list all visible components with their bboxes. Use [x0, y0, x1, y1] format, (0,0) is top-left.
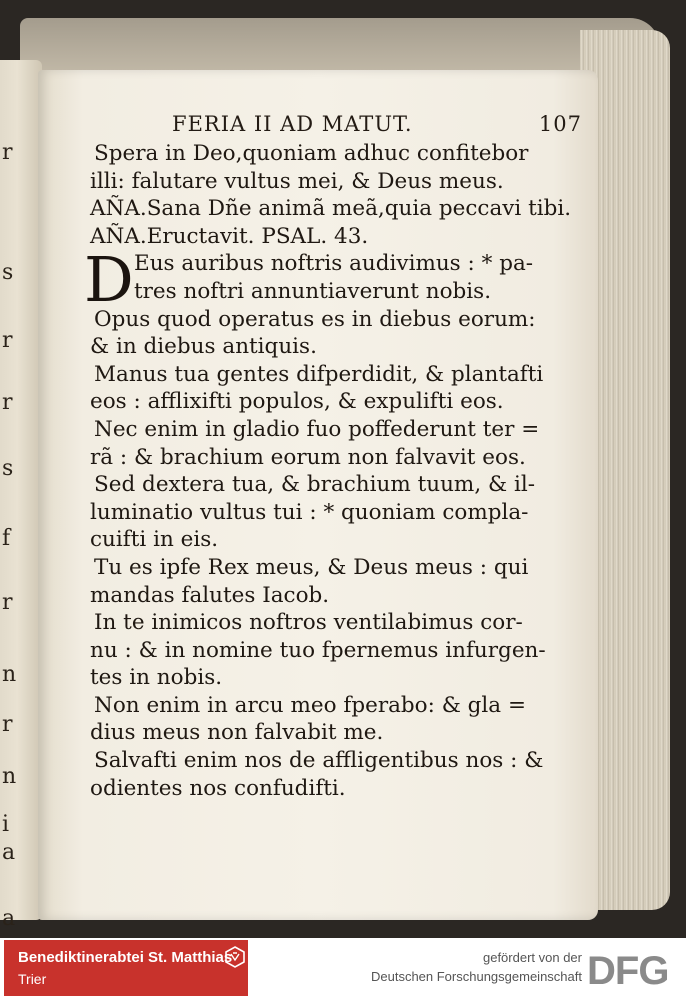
text-line: Sed dextera tua, & brachium tuum, & il- [94, 472, 535, 498]
left-page-char: r [2, 712, 13, 737]
left-page-char: f [2, 526, 11, 551]
institution-banner[interactable] [4, 940, 248, 996]
left-page-char: a [2, 840, 16, 865]
institution-name: Benediktinerabtei St. Matthias [18, 949, 233, 966]
text-line: AÑA.Eructavit. PSAL. 43. [90, 223, 369, 249]
funder-caption: gefördert von der [482, 950, 582, 965]
left-page-char: n [2, 764, 17, 789]
text-line: AÑA.Sana Dñe animã meã,quia peccavi tibi. [90, 196, 572, 222]
funder-name: Deutschen Forschungsgemeinschaft [370, 969, 582, 984]
text-line: Nec enim in gladio fuo poffederunt ter = [94, 416, 540, 442]
text-line: Tu es ipfe Rex meus, & Deus meus : qui [94, 554, 529, 580]
svg-text:DFG: DFG [587, 949, 669, 990]
dfg-logo-icon[interactable] [587, 948, 679, 990]
text-line: dius meus non falvabit me. [90, 720, 384, 746]
left-page-char: n [2, 662, 17, 687]
psalm-text-block [84, 140, 572, 802]
institution-city: Trier [18, 971, 47, 987]
text-line: Salvafti enim nos de affligentibus nos : & [94, 748, 544, 774]
left-page-char: s [2, 456, 14, 481]
text-line: & in diebus antiquis. [90, 334, 317, 360]
text-line: illi: falutare vultus mei, & Deus meus. [90, 168, 504, 194]
running-head-title: FERIA II AD MATUT. [172, 112, 413, 136]
left-page-char: r [2, 390, 13, 415]
left-page-char: r [2, 140, 13, 165]
text-line: tres noftri annuntiaverunt nobis. [134, 278, 492, 304]
drop-cap-initial: D [84, 243, 134, 316]
text-line: eos : afflixifti populos, & expulifti eos. [90, 389, 504, 415]
text-line: Eus auribus noftris audivimus : * pa- [134, 251, 534, 277]
text-line: Opus quod operatus es in diebus eorum: [94, 306, 536, 332]
text-line: cuifti in eis. [90, 527, 219, 553]
text-line: nu : & in nomine tuo fpernemus infurgen- [90, 637, 546, 663]
text-line: rã : & brachium eorum non falvavit eos. [90, 444, 526, 470]
page-number: 107 [538, 112, 582, 136]
text-line: In te inimicos noftros ventilabimus cor- [94, 610, 523, 636]
left-page-char: r [2, 328, 13, 353]
text-line: luminatio vultus tui : * quoniam compla- [90, 499, 529, 525]
left-page-char: a [2, 906, 16, 931]
text-line: Non enim in arcu meo fperabo: & gla = [94, 692, 526, 718]
left-page-char: r [2, 590, 13, 615]
text-line: mandas falutes Iacob. [90, 582, 330, 608]
left-facing-page [0, 60, 42, 931]
text-line: tes in nobis. [90, 665, 223, 691]
abbey-seal-icon [224, 946, 246, 968]
text-line: odientes nos confudifti. [90, 775, 346, 801]
text-lines [90, 140, 572, 802]
left-page-char: s [2, 260, 14, 285]
right-book-page [38, 70, 598, 920]
digitization-footer [0, 938, 686, 1000]
text-line: Manus tua gentes difperdidit, & plantafti [94, 361, 544, 387]
text-line: Spera in Deo,quoniam adhuc confitebor [94, 141, 529, 166]
left-page-char: i [2, 812, 10, 837]
